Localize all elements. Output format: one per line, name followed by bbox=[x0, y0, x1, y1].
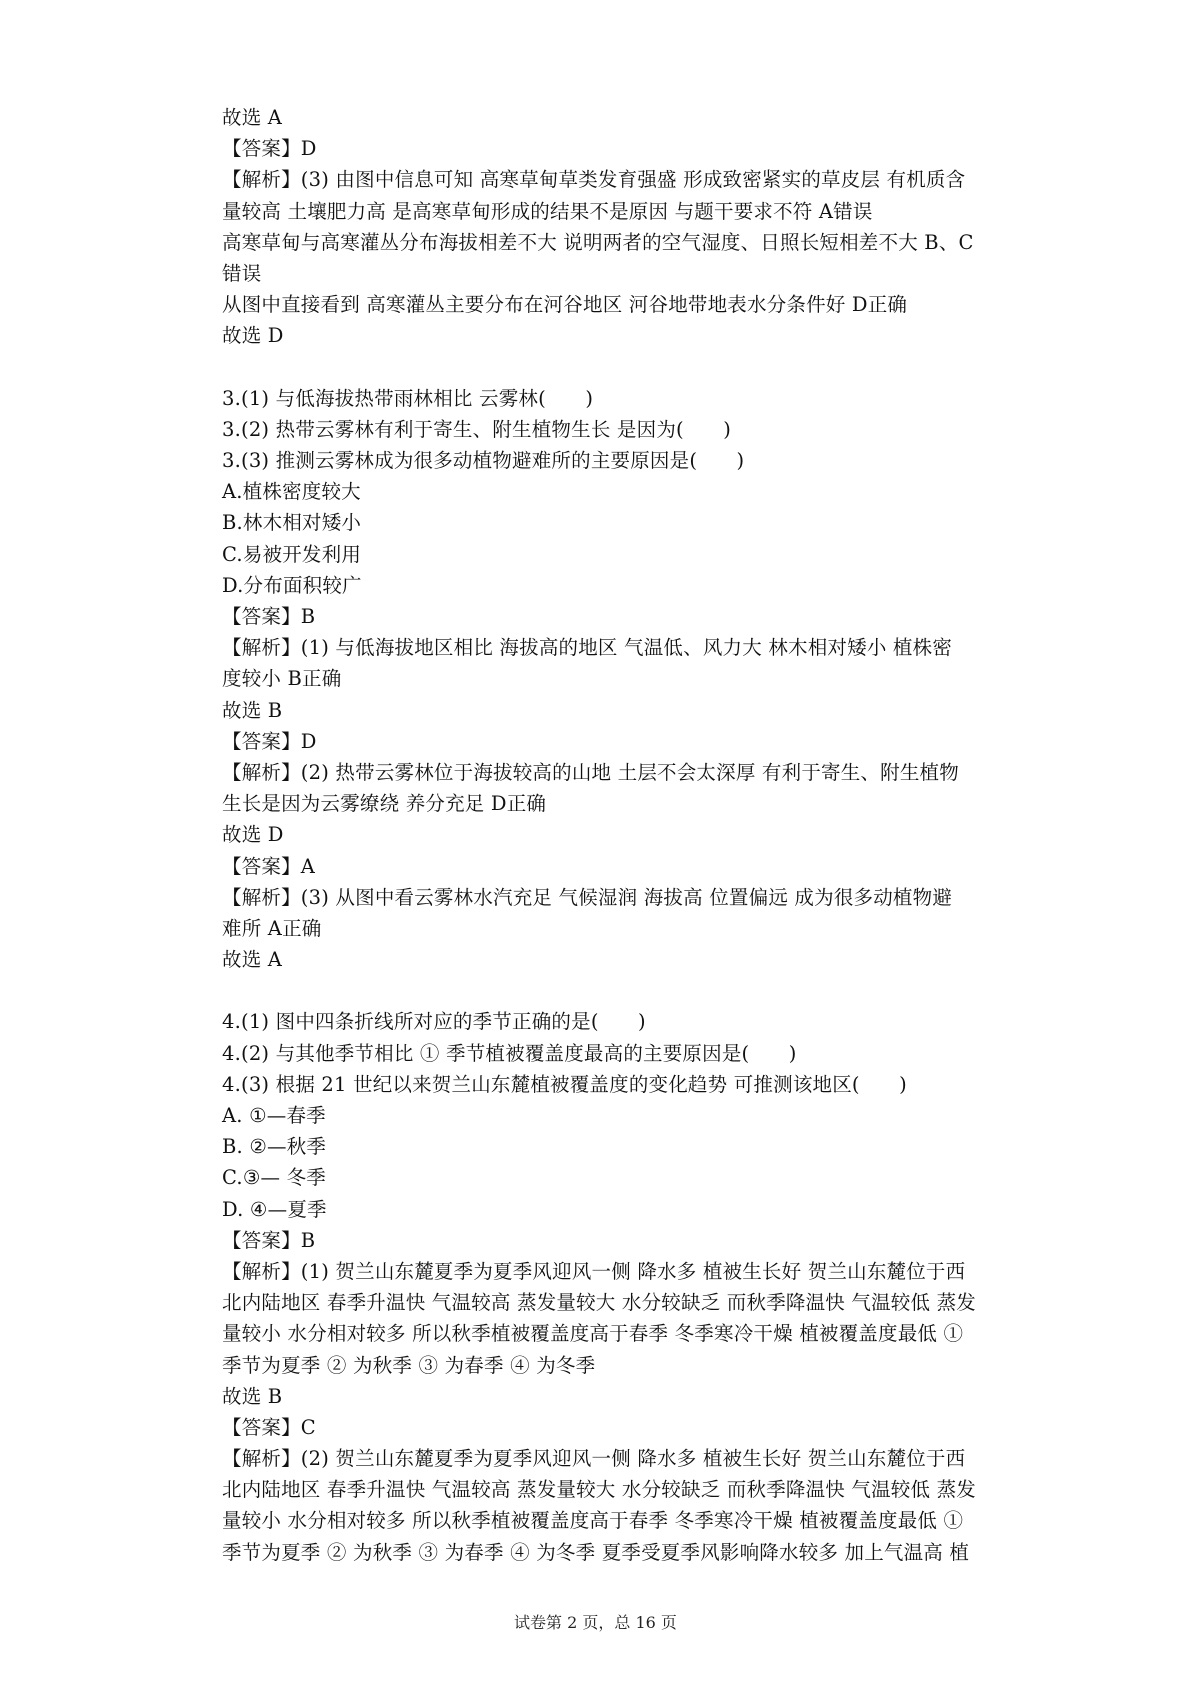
question-line: 3.(3) 推测云雾林成为很多动植物避难所的主要原因是( ) bbox=[222, 449, 745, 473]
analysis-line: 【解析】(3) 由图中信息可知 高寒草甸草类发育强盛 形成致密紧实的草皮层 有机质含 bbox=[222, 168, 966, 192]
text-line: 故选 B bbox=[222, 698, 283, 722]
text-line: 度较小 B正确 bbox=[222, 667, 342, 691]
text-line: 季节为夏季 ② 为秋季 ③ 为春季 ④ 为冬季 bbox=[222, 1353, 596, 1377]
analysis-line: 【解析】(3) 从图中看云雾林水汽充足 气候湿润 海拔高 位置偏远 成为很多动植物避 bbox=[222, 885, 953, 909]
option-line: C.易被开发利用 bbox=[222, 542, 362, 566]
text-line: 量较高 土壤肥力高 是高寒草甸形成的结果不是原因 与题干要求不符 A错误 bbox=[222, 199, 873, 223]
text-line: 从图中直接看到 高寒灌丛主要分布在河谷地区 河谷地带地表水分条件好 D正确 bbox=[222, 293, 908, 317]
option-line: B. ②—秋季 bbox=[222, 1135, 327, 1159]
question-line: 4.(3) 根据 21 世纪以来贺兰山东麓植被覆盖度的变化趋势 可推测该地区( ) bbox=[222, 1072, 907, 1096]
answer-line: 【答案】A bbox=[222, 854, 316, 878]
document-body bbox=[222, 102, 1022, 1568]
answer-line: 【答案】D bbox=[222, 137, 317, 161]
analysis-line: 【解析】(2) 热带云雾林位于海拔较高的山地 土层不会太深厚 有利于寄生、附生植物 bbox=[222, 760, 959, 784]
option-line: C.③— 冬季 bbox=[222, 1166, 327, 1190]
analysis-line: 【解析】(1) 贺兰山东麓夏季为夏季风迎风一侧 降水多 植被生长好 贺兰山东麓位于西 bbox=[222, 1259, 966, 1283]
option-line: B.林木相对矮小 bbox=[222, 511, 362, 535]
question-line: 4.(1) 图中四条折线所对应的季节正确的是( ) bbox=[222, 1010, 646, 1034]
text-line: 故选 D bbox=[222, 823, 284, 847]
blank-line bbox=[222, 352, 1022, 383]
answer-line: 【答案】D bbox=[222, 729, 317, 753]
text-line: 高寒草甸与高寒灌丛分布海拔相差不大 说明两者的空气湿度、日照长短相差不大 B、C bbox=[222, 230, 974, 254]
text-line: 季节为夏季 ② 为秋季 ③ 为春季 ④ 为冬季 夏季受夏季风影响降水较多 加上气温高 植 bbox=[222, 1540, 970, 1564]
question-line: 3.(1) 与低海拔热带雨林相比 云雾林( ) bbox=[222, 386, 594, 410]
text-line: 量较小 水分相对较多 所以秋季植被覆盖度高于春季 冬季寒冷干燥 植被覆盖度最低 ① bbox=[222, 1509, 964, 1533]
option-line: D.分布面积较广 bbox=[222, 573, 362, 597]
option-line: D. ④—夏季 bbox=[222, 1197, 327, 1221]
text-line: 故选 A bbox=[222, 106, 283, 129]
text-line: 生长是因为云雾缭绕 养分充足 D正确 bbox=[222, 792, 547, 816]
text-line: 量较小 水分相对较多 所以秋季植被覆盖度高于春季 冬季寒冷干燥 植被覆盖度最低 ① bbox=[222, 1322, 964, 1346]
analysis-line: 【解析】(2) 贺兰山东麓夏季为夏季风迎风一侧 降水多 植被生长好 贺兰山东麓位于西 bbox=[222, 1447, 966, 1471]
answer-line: 【答案】C bbox=[222, 1415, 316, 1439]
text-line: 错误 bbox=[222, 261, 262, 285]
text-line: 北内陆地区 春季升温快 气温较高 蒸发量较大 水分较缺乏 而秋季降温快 气温较低 蒸发 bbox=[222, 1291, 976, 1315]
answer-line: 【答案】B bbox=[222, 605, 316, 628]
text-line: 故选 A bbox=[222, 948, 283, 972]
analysis-line: 【解析】(1) 与低海拔地区相比 海拔高的地区 气温低、风力大 林木相对矮小 植株密 bbox=[222, 636, 953, 660]
page-footer: 试卷第 2 页，总 16 页 bbox=[514, 1613, 677, 1632]
text-line: 北内陆地区 春季升温快 气温较高 蒸发量较大 水分较缺乏 而秋季降温快 气温较低 蒸发 bbox=[222, 1478, 976, 1502]
text-line: 难所 A正确 bbox=[222, 916, 322, 940]
text-line: 故选 D bbox=[222, 324, 284, 348]
blank-line bbox=[222, 975, 1022, 1006]
option-line: A.植株密度较大 bbox=[222, 480, 361, 504]
question-line: 4.(2) 与其他季节相比 ① 季节植被覆盖度最高的主要原因是( ) bbox=[222, 1041, 797, 1065]
answer-line: 【答案】B bbox=[222, 1228, 316, 1252]
text-line: 故选 B bbox=[222, 1384, 283, 1408]
question-line: 3.(2) 热带云雾林有利于寄生、附生植物生长 是因为( ) bbox=[222, 417, 732, 441]
option-line: A. ①—春季 bbox=[222, 1104, 326, 1127]
